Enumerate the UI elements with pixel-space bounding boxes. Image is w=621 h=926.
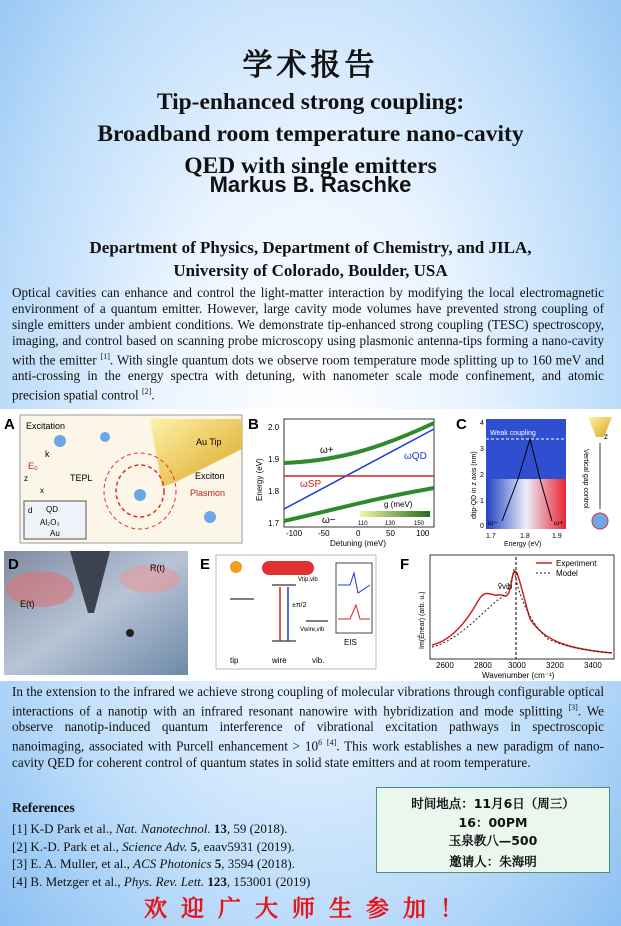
ref-4-pages: , 153001 (2019) [226,874,311,889]
b-ytick-2: 1.8 [268,487,280,496]
g-tick-2: 130 [385,521,396,527]
panel-label-d: D [8,556,19,573]
label-e0: E₀ [28,461,38,471]
info-time-place: 时间地点：11月6日（周三） [411,796,575,811]
e-icon-tip [230,561,242,573]
panel-label-c: C [456,416,467,433]
b-xtick-3: 0 [356,529,361,538]
b-xlabel: Detuning (meV) [330,539,387,548]
e-label-eis: EIS [344,638,357,647]
d-label-et: E(t) [20,599,35,609]
reference-3 [12,855,295,873]
f-xtick-5: 3400 [584,661,602,670]
e-label-pi2: ±π/2 [292,602,307,609]
label-omega-sp: ωSP [300,479,322,490]
c-label-z: z [604,432,608,441]
label-omega-minus: ω− [322,515,336,526]
g-tick-3: 150 [414,521,425,527]
c-ytick-2: 1 [480,498,484,505]
ref-2-journal: Science Adv. [122,839,188,854]
label-au-tip: Au Tip [196,437,222,447]
abstract-1-text: Optical cavities can enhance and control the light-matter interaction by modifying the local electromagnetic environment of a quantum emitter. However, large cavity mode volumes have prevented strong coupling of single emitters under ambient conditions. We demonstrate tip-enhanced strong coupling (TESC) spectroscopy, imaging, and control based on scanning probe microscopy using plasmonic antenna-tips forming a nano-cavity with the emitter [12,285,604,368]
dipole-1 [54,435,66,447]
c-ytick-1: 0 [480,523,484,530]
e-label-wire: wire [272,656,287,665]
f-xtick-3: 3000 [508,661,526,670]
affiliation-line-1: Department of Physics, Department of Chemistry, and JILA, [89,238,532,257]
ref-1-pages: , 59 (2018). [226,821,288,836]
label-au: Au [50,529,60,538]
abstract-paragraph-1 [12,285,604,404]
c-label-vertical-gap: Vertical gap control [582,449,589,509]
speaker-name: Markus B. Raschke [209,172,412,197]
label-weak-coupling: Weak coupling [490,430,536,437]
panel-label-f: F [400,556,410,573]
ref-3-pages: , 3594 (2018). [221,856,295,871]
purcell-exponent: 6 [318,738,323,748]
reference-2 [12,838,295,856]
ref-2-volume: 5 [187,839,198,854]
ref-4-volume: 123 [204,874,227,889]
ref-3-journal: ACS Photonics [133,856,212,871]
label-excitation: Excitation [26,421,66,431]
c-xtick-3: 1.9 [552,533,562,540]
abstract-2-text: In the extension to the infrared we achieve strong coupling of molecular vibrations through configurable optical interactions of a nanotip with an infrared resonant nanowire with hybridization and mode splitting [12,684,604,719]
ref-2-authors: [2] K.-D. Park et al., [12,839,123,854]
label-d: d [28,506,33,515]
ref-3-volume: 5 [211,856,222,871]
dipole-3 [204,511,216,523]
b-xtick-2: -50 [318,529,330,538]
ref-2-pages: , eaav5931 (2019). [197,839,295,854]
b-xtick-5: 100 [416,529,430,538]
b-xtick-4: 50 [386,529,395,538]
ref-4-authors: [4] B. Metzger et al., [12,874,124,889]
label-omega-qd: ωQD [404,451,427,462]
f-legend-experiment: Experiment [556,559,597,568]
g-tick-1: 110 [358,521,368,527]
talk-title [20,86,601,182]
e-label-vtip: Vtip,vib [298,577,318,583]
panel-label-a: A [4,416,15,433]
welcome-banner: 欢迎广大师生参加！ [144,895,477,922]
f-xtick-4: 3200 [546,661,564,670]
ref-1-volume: 13 [210,821,227,836]
c-qd-icon [592,513,608,529]
reference-1 [12,820,288,838]
affiliation-line-2: University of Colorado, Boulder, USA [173,261,448,280]
references-heading: References [12,800,75,815]
ref-1-journal: Nat. Nanotechnol. [115,821,211,836]
lecture-heading: 学术报告 [242,48,379,83]
d-molecule [126,629,134,637]
citation-2: [2] [142,387,152,397]
panel-label-e: E [200,556,211,573]
d-beam-left [6,571,74,607]
f-xtick-1: 2600 [436,661,454,670]
abstract-paragraph-2 [12,684,604,771]
c-label-omega-plus: ω+ [554,520,564,527]
b-ytick-1: 1.7 [268,519,280,528]
b-ylabel: Energy (eV) [255,458,264,501]
title-line-1: Tip-enhanced strong coupling: [156,89,465,115]
abstract-1-text-2: . With single quantum dots we observe room temperature mode splitting up to 160 meV and anti-crossing in the energy spectra with detuning, with nanometer scale mode confinement, and atomic precision spatial control [12,352,604,403]
reference-4 [12,873,310,891]
d-label-rt: R(t) [150,563,165,573]
label-plasmon: Plasmon [190,488,226,498]
label-tepl: TEPL [70,473,93,483]
f-legend-model: Model [556,569,578,578]
c-ylabel: dtip-QD in z axis (nm) [471,451,478,519]
info-inviter: 邀请人：朱海明 [449,854,537,869]
c-label-omega-minus: ω− [488,520,498,527]
ref-4-journal: Phys. Rev. Lett. [123,874,205,889]
citation-4: [4] [326,738,337,748]
f-xtick-2: 2800 [474,661,492,670]
c-ytick-3: 2 [480,472,484,479]
c-ytick-5: 4 [480,420,484,427]
event-info-box [376,787,610,873]
dipole-2 [100,432,110,442]
label-k: k [45,449,50,459]
label-al2o3: Al₂O₃ [40,518,60,527]
label-qd: QD [46,505,58,514]
title-line-3: QED with single emitters [184,153,437,179]
info-time: 16：00PM [458,815,528,830]
e-label-vib: vib. [312,656,325,665]
abstract-2-text-2: . We observe nanotip-induced quantum interference of vibrational excitation pathways in spectroscopic nanoimaging, associated with Purcell enhancement > 10 [12,703,604,754]
abstract-2-text-3: . This work establishes a new paradigm of nano-cavity QED for coherent control of quantum states in solid state emitters and at room temperature. [12,738,604,770]
info-place: 玉泉教八—500 [448,833,538,848]
c-tip-icon [588,417,612,437]
e-icon-wire [262,561,314,575]
g-colorbar [360,511,430,517]
figure-svg [0,409,621,681]
f-xlabel: Wavenumber (cm⁻¹) [482,671,555,680]
b-xtick-1: -100 [286,529,303,538]
abstract-1-text-3: . [151,387,155,403]
c-xtick-1: 1.7 [486,533,496,540]
b-ytick-4: 2.0 [268,423,280,432]
c-ytick-4: 3 [480,446,484,453]
panel-f-axes [430,555,614,659]
figure-panels [0,409,621,681]
e-label-tip: tip [230,656,239,665]
label-exciton: Exciton [195,471,225,481]
c-xlabel: Energy (eV) [504,541,542,548]
affiliation [10,236,611,282]
title-line-2: Broadband room temperature nano-cavity [97,121,524,147]
panel-label-b: B [248,416,259,433]
label-g: g (meV) [384,500,413,509]
ref-3-authors: [3] E. A. Muller, et al., [12,856,134,871]
qd-dot [134,489,146,501]
label-x: x [40,486,44,495]
label-z: z [24,474,28,483]
citation-3: [3] [568,703,578,712]
f-ylabel: Im(Ẽnear) (arb. u.) [419,591,426,649]
c-xtick-2: 1.8 [520,533,530,540]
label-omega-plus: ω+ [320,445,334,456]
citation-1: [1] [100,352,110,361]
ref-1-authors: [1] K-D Park et al., [12,821,116,836]
f-label-vvib: ṽvib [498,582,513,591]
b-ytick-3: 1.9 [268,455,280,464]
e-label-vwire: Vwire,vib [300,627,325,633]
